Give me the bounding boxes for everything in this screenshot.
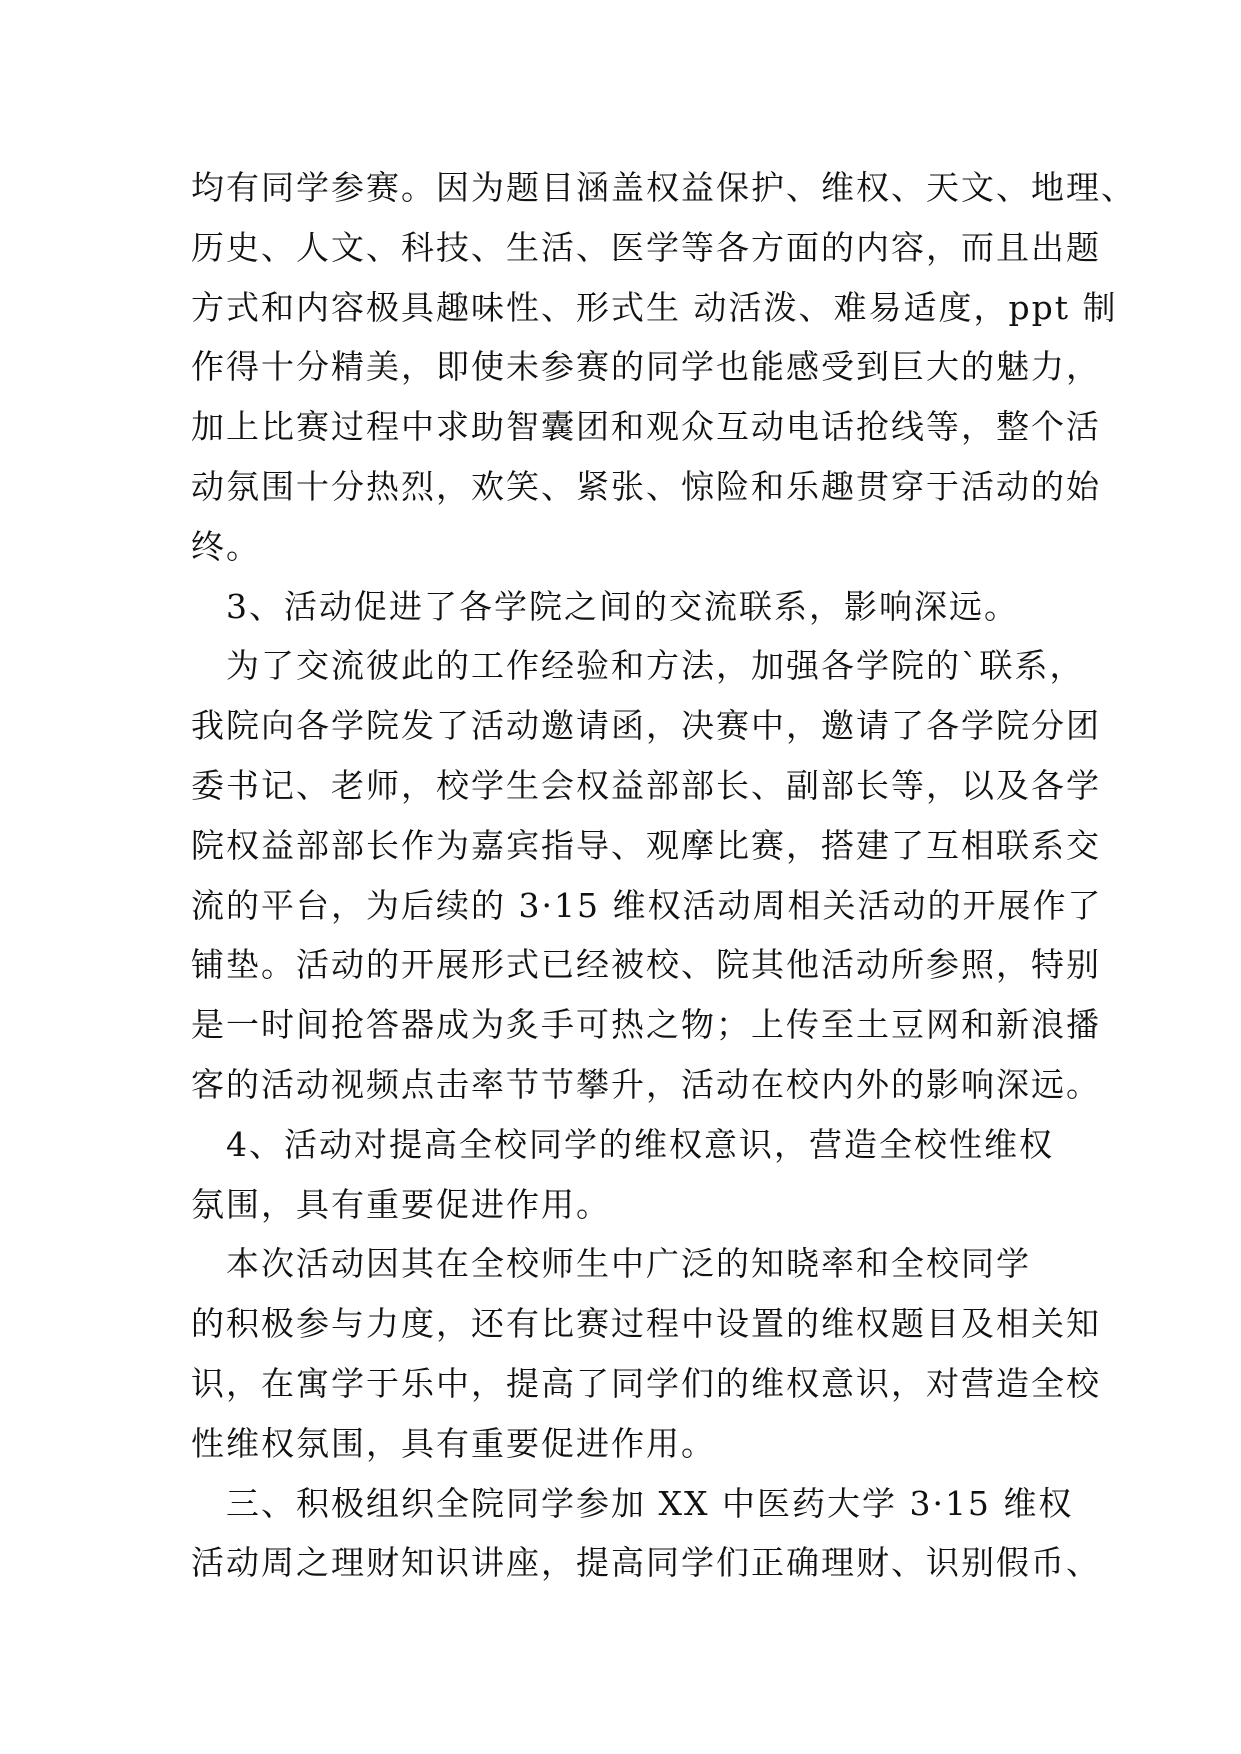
text-line-1: 均有同学参赛。因为题目涵盖权益保护、维权、天文、地理、 <box>191 168 1136 207</box>
text-line-4: 作得十分精美，即使未参赛的同学也能感受到巨大的魅力， <box>191 347 1101 387</box>
text-line-18: 氛围，具有重要促进作用。 <box>191 1184 611 1224</box>
text-line-11: 委书记、老师，校学生会权益部部长、副部长等，以及各学 <box>191 765 1101 805</box>
text-line-3: 方式和内容极具趣味性、形式生 动活泼、难易适度，ppt 制 <box>191 287 1118 327</box>
text-line-22: 性维权氛围，具有重要促进作用。 <box>191 1423 716 1463</box>
text-line-7: 终。 <box>191 526 261 566</box>
text-line-5: 加上比赛过程中求助智囊团和观众互动电话抢线等，整个活 <box>191 407 1101 447</box>
text-line-24: 活动周之理财知识讲座，提高同学们正确理财、识别假币、 <box>191 1543 1101 1583</box>
text-line-14: 铺垫。活动的开展形式已经被校、院其他活动所参照，特别 <box>191 945 1101 985</box>
text-line-2: 历史、人文、科技、生活、医学等各方面的内容，而且出题 <box>191 227 1101 267</box>
body-text <box>191 158 1136 1593</box>
text-line-6: 动氛围十分热烈，欢笑、紧张、惊险和乐趣贯穿于活动的始 <box>191 466 1101 506</box>
text-line-23: 三、积极组织全院同学参加 XX 中医药大学 3·15 维权 <box>191 1483 1074 1523</box>
text-line-9: 为了交流彼此的工作经验和方法，加强各学院的`联系， <box>191 646 1085 686</box>
text-line-19: 本次活动因其在全校师生中广泛的知晓率和全校同学 <box>191 1244 1031 1284</box>
text-line-16: 客的活动视频点击率节节攀升，活动在校内外的影响深远。 <box>191 1064 1101 1104</box>
text-line-17: 4、活动对提高全校同学的维权意识，营造全校性维权 <box>191 1124 1054 1164</box>
text-line-13: 流的平台，为后续的 3·15 维权活动周相关活动的开展作了 <box>191 885 1103 925</box>
text-line-20: 的积极参与力度，还有比赛过程中设置的维权题目及相关知 <box>191 1304 1101 1344</box>
text-line-10: 我院向各学院发了活动邀请函，决赛中，邀请了各学院分团 <box>191 706 1101 746</box>
text-line-15: 是一时间抢答器成为炙手可热之物；上传至土豆网和新浪播 <box>191 1005 1101 1045</box>
text-line-8: 3、活动促进了各学院之间的交流联系，影响深远。 <box>191 586 1019 626</box>
text-line-12: 院权益部部长作为嘉宾指导、观摩比赛，搭建了互相联系交 <box>191 825 1101 865</box>
text-line-21: 识，在寓学于乐中，提高了同学们的维权意识，对营造全校 <box>191 1363 1101 1403</box>
